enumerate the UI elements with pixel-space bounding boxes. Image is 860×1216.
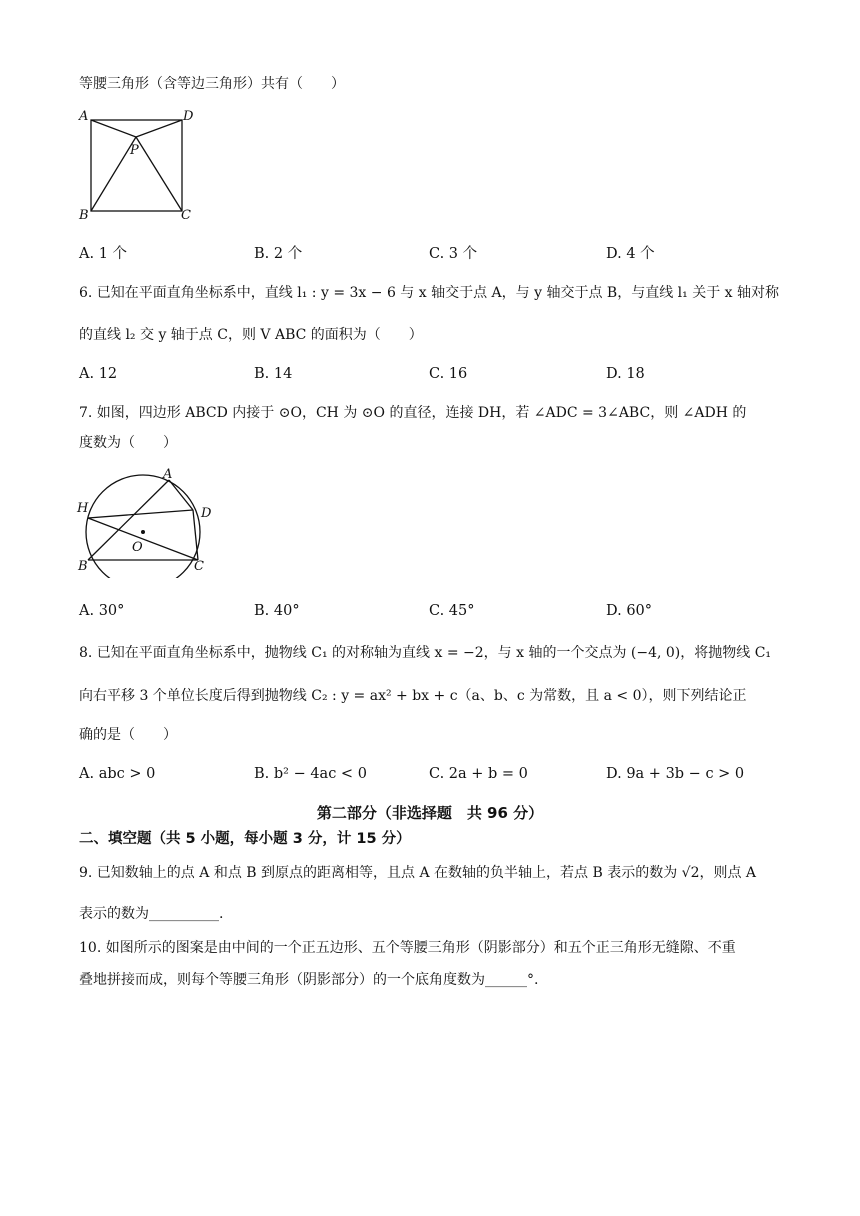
q7-label-o: O	[132, 540, 143, 555]
part2-title: 第二部分（非选择题 共 96 分）	[316, 804, 544, 822]
q7-label-a: A	[163, 467, 173, 482]
q7-circle-figure	[74, 460, 224, 578]
q5-option-c[interactable]: C. 3 个	[429, 246, 478, 262]
q7-line1: 7. 如图，四边形 ABCD 内接于 ⊙O，CH 为 ⊙O 的直径，连接 DH，若 ∠ADC = 3∠ABC，则 ∠ADH 的	[79, 405, 747, 421]
q5-square-figure	[74, 106, 200, 224]
q10-line1: 10. 如图所示的图案是由中间的一个正五边形、五个等腰三角形（阴影部分）和五个正三角形无缝隙、不重	[79, 940, 736, 956]
q10-line2: 叠地拼接而成，则每个等腰三角形（阴影部分）的一个底角度数为______°.	[79, 972, 539, 988]
q8-option-c[interactable]: C. 2a + b = 0	[429, 766, 528, 782]
q5-label-d: D	[183, 109, 194, 124]
q7-label-h: H	[77, 501, 89, 516]
q5-label-b: B	[79, 208, 89, 223]
q8-option-b[interactable]: B. b² − 4ac < 0	[254, 766, 367, 782]
q8-line2: 向右平移 3 个单位长度后得到抛物线 C₂ : y = ax² + bx + c（a、b、c 为常数，且 a < 0），则下列结论正	[79, 688, 747, 704]
q5-label-a: A	[79, 109, 89, 124]
q5-stem: 等腰三角形（含等边三角形）共有（ ）	[79, 76, 345, 92]
q5-option-a[interactable]: A. 1 个	[79, 246, 128, 262]
q6-options	[79, 366, 779, 388]
q5-option-d[interactable]: D. 4 个	[606, 246, 655, 262]
q8-option-a[interactable]: A. abc > 0	[79, 766, 156, 782]
q6-option-c[interactable]: C. 16	[429, 366, 468, 382]
q6-option-a[interactable]: A. 12	[79, 366, 118, 382]
q7-label-c: C	[194, 559, 204, 574]
q7-options	[79, 603, 779, 625]
q5-label-p: P	[130, 143, 139, 158]
q8-line1: 8. 已知在平面直角坐标系中，抛物线 C₁ 的对称轴为直线 x = −2，与 x 轴的一个交点为 (−4, 0)，将抛物线 C₁	[79, 645, 772, 661]
q7-option-a[interactable]: A. 30°	[79, 603, 125, 619]
q7-option-d[interactable]: D. 60°	[606, 603, 653, 619]
q6-option-d[interactable]: D. 18	[606, 366, 645, 382]
q7-label-b: B	[78, 559, 88, 574]
q9-line1: 9. 已知数轴上的点 A 和点 B 到原点的距离相等，且点 A 在数轴的负半轴上，若点 B 表示的数为 √2，则点 A	[79, 865, 757, 881]
q5-option-b[interactable]: B. 2 个	[254, 246, 303, 262]
q7-label-d: D	[201, 506, 212, 521]
q7-line2: 度数为（ ）	[79, 435, 177, 451]
q7-option-c[interactable]: C. 45°	[429, 603, 475, 619]
q8-option-d[interactable]: D. 9a + 3b − c > 0	[606, 766, 745, 782]
q6-option-b[interactable]: B. 14	[254, 366, 293, 382]
q9-line2: 表示的数为__________.	[79, 906, 224, 922]
q5-label-c: C	[181, 208, 191, 223]
section-fill-in-title: 二、填空题（共 5 小题，每小题 3 分，计 15 分）	[79, 831, 411, 847]
q6-line1: 6. 已知在平面直角坐标系中，直线 l₁ : y = 3x − 6 与 x 轴交于点 A，与 y 轴交于点 B，与直线 l₁ 关于 x 轴对称	[79, 285, 779, 301]
q7-option-b[interactable]: B. 40°	[254, 603, 300, 619]
q8-line3: 确的是（ ）	[79, 727, 177, 743]
q6-line2: 的直线 l₂ 交 y 轴于点 C，则 V ABC 的面积为（ ）	[79, 327, 423, 343]
q8-options	[79, 766, 779, 788]
q5-options	[79, 242, 779, 264]
